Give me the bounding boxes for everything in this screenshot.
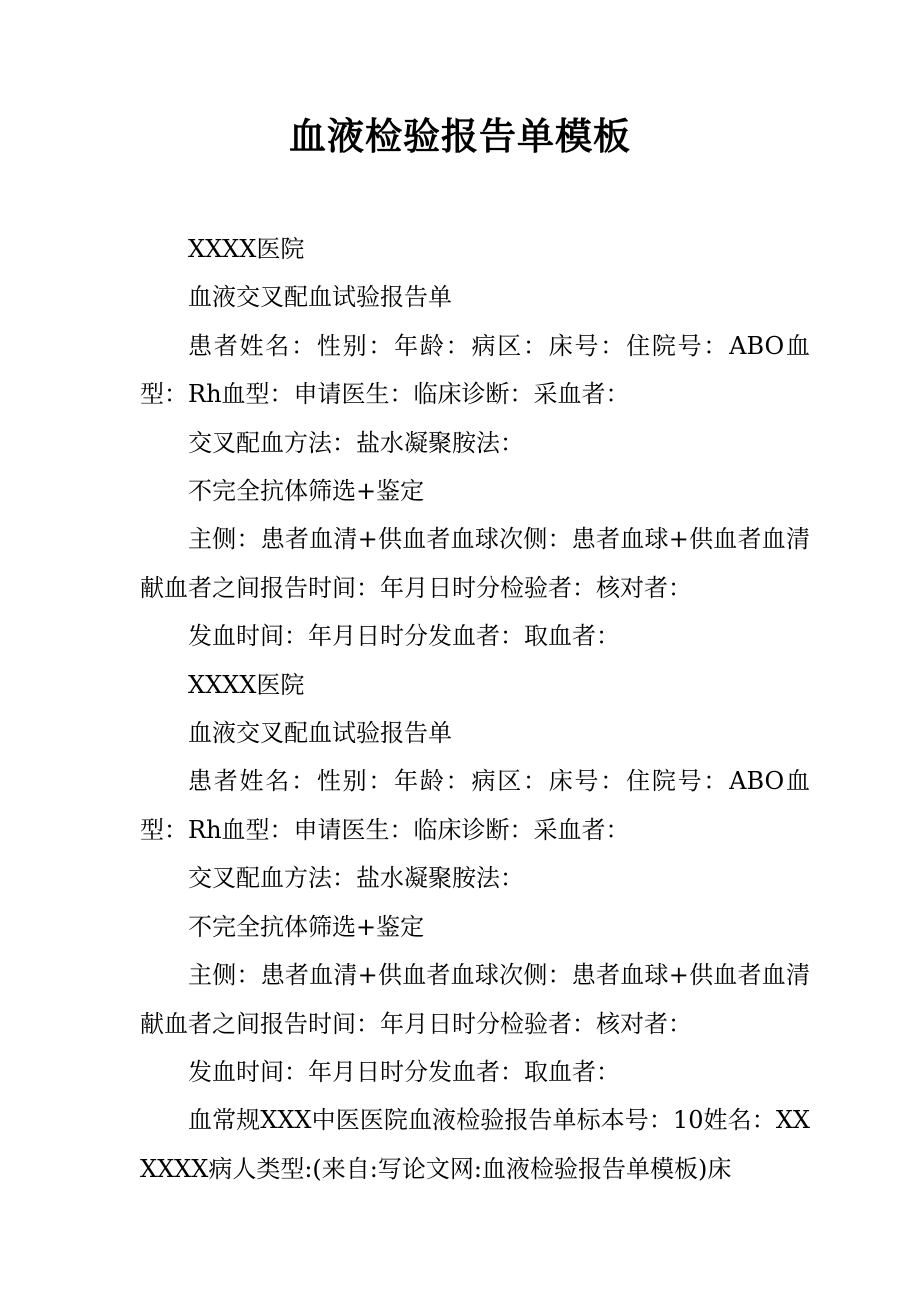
- document-title: 血液检验报告单模板: [289, 114, 631, 158]
- paragraph-hospital-name: XXXX医院: [188, 670, 305, 699]
- paragraph-report-title: 血液交叉配血试验报告单: [188, 283, 452, 312]
- paragraph-antibody-screening: 不完全抗体筛选+鉴定: [188, 912, 425, 941]
- paragraph-issue-time: 发血时间：年月日时分发血者：取血者：: [188, 1057, 620, 1086]
- paragraph-crossmatch-method: 交叉配血方法：盐水凝聚胺法：: [188, 428, 524, 457]
- paragraph-antibody-screening: 不完全抗体筛选+鉴定: [188, 477, 425, 506]
- paragraph-major-minor-side: 主侧：患者血清+供血者血球次侧：患者血球+供血者血清献血者之间报告时间：年月日时分检验者：核对者：: [140, 525, 810, 602]
- paragraph-issue-time: 发血时间：年月日时分发血者：取血者：: [188, 622, 620, 651]
- paragraph-hospital-name: XXXX医院: [188, 235, 305, 263]
- document-body: [140, 225, 810, 1193]
- paragraph-report-title: 血液交叉配血试验报告单: [188, 719, 452, 748]
- paragraph-patient-fields: 患者姓名：性别：年龄：病区：床号：住院号：ABO血型：Rh血型：申请医生：临床诊断：采血者：: [140, 767, 810, 844]
- paragraph-patient-fields: 患者姓名：性别：年龄：病区：床号：住院号：ABO血型：Rh血型：申请医生：临床诊断：采血者：: [140, 331, 810, 409]
- paragraph-crossmatch-method: 交叉配血方法：盐水凝聚胺法：: [188, 864, 524, 893]
- paragraph-blood-routine: 血常规XXX中医医院血液检验报告单标本号：10姓名：XXXXXX病人类型:(来自:写论文网:血液检验报告单模板)床: [140, 1106, 810, 1183]
- paragraph-major-minor-side: 主侧：患者血清+供血者血球次侧：患者血球+供血者血清献血者之间报告时间：年月日时分检验者：核对者：: [140, 961, 810, 1038]
